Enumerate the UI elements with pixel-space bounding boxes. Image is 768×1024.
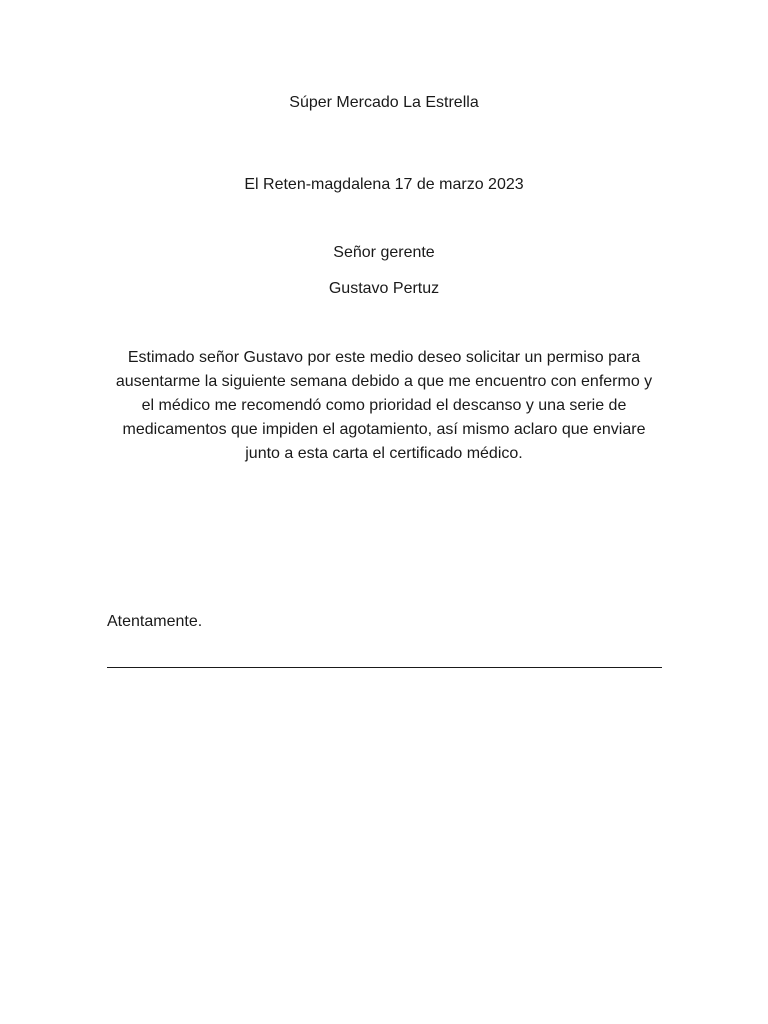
body-line: ausentarme la siguiente semana debido a que me encuentro con enfermo y: [115, 373, 653, 390]
letter-body: [104, 346, 664, 466]
recipient-title: Señor gerente: [333, 244, 435, 261]
body-line: el médico me recomendó como prioridad el descanso y una serie de: [141, 397, 627, 414]
company-name: Súper Mercado La Estrella: [289, 94, 479, 111]
body-line: Estimado señor Gustavo por este medio deseo solicitar un permiso para: [127, 349, 641, 366]
closing-text: Atentamente.: [107, 613, 203, 630]
body-line: junto a esta carta el certificado médico.: [245, 445, 523, 462]
signature-line: [107, 667, 662, 668]
place-date: El Reten-magdalena 17 de marzo 2023: [244, 176, 524, 193]
recipient-name: Gustavo Pertuz: [328, 280, 440, 297]
body-line: medicamentos que impiden el agotamiento, así mismo aclaro que enviare: [122, 421, 646, 438]
